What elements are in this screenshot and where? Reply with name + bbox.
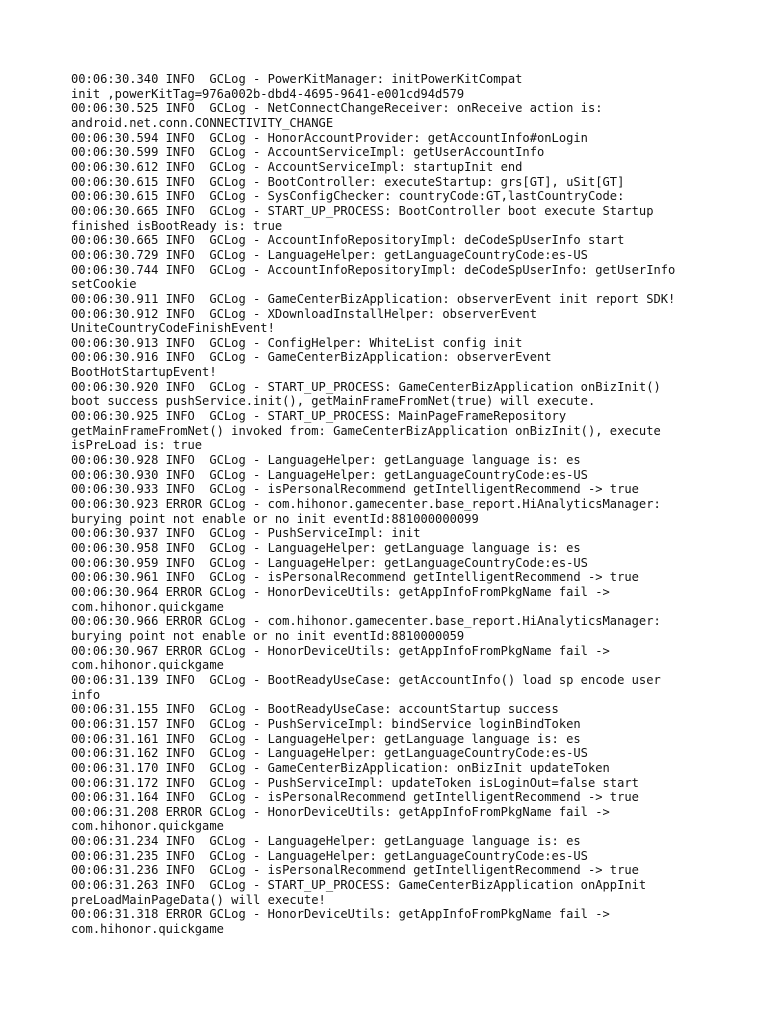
log-line: 00:06:31.164 INFO GCLog - isPersonalRecommend getIntelligentRecommend -> true xyxy=(71,790,639,805)
log-line: com.hihonor.quickgame xyxy=(71,658,224,673)
log-line: 00:06:30.665 INFO GCLog - START_UP_PROCESS: BootController boot execute Startup xyxy=(71,203,654,218)
log-line: 00:06:30.961 INFO GCLog - isPersonalRecommend getIntelligentRecommend -> true xyxy=(71,570,639,585)
log-line: 00:06:31.318 ERROR GCLog - HonorDeviceUtils: getAppInfoFromPkgName fail -> xyxy=(71,907,610,922)
log-line: 00:06:30.920 INFO GCLog - START_UP_PROCESS: GameCenterBizApplication onBizInit() xyxy=(71,379,661,394)
log-line: 00:06:31.236 INFO GCLog - isPersonalRecommend getIntelligentRecommend -> true xyxy=(71,863,639,878)
log-line: boot success pushService.init(), getMainFrameFromNet(true) will execute. xyxy=(71,394,596,409)
log-line: UniteCountryCodeFinishEvent! xyxy=(71,321,275,336)
log-line: 00:06:30.913 INFO GCLog - ConfigHelper: WhiteList config init xyxy=(71,335,523,350)
log-line: 00:06:30.912 INFO GCLog - XDownloadInstallHelper: observerEvent xyxy=(71,306,537,321)
log-line: finished isBootReady is: true xyxy=(71,218,283,233)
log-line: 00:06:30.612 INFO GCLog - AccountServiceImpl: startupInit end xyxy=(71,159,523,174)
log-line: 00:06:30.911 INFO GCLog - GameCenterBizApplication: observerEvent init report SDK! xyxy=(71,291,676,306)
log-line: 00:06:30.923 ERROR GCLog - com.hihonor.gamecenter.base_report.HiAnalyticsManager: xyxy=(71,497,661,512)
log-line: 00:06:30.925 INFO GCLog - START_UP_PROCESS: MainPageFrameRepository xyxy=(71,409,567,424)
log-line: 00:06:30.937 INFO GCLog - PushServiceImpl: init xyxy=(71,526,421,541)
log-line: 00:06:30.959 INFO GCLog - LanguageHelper: getLanguageCountryCode:es-US xyxy=(71,555,588,570)
log-line: 00:06:30.964 ERROR GCLog - HonorDeviceUtils: getAppInfoFromPkgName fail -> xyxy=(71,584,610,599)
log-line: burying point not enable or no init eventId:8810000059 xyxy=(71,628,465,643)
log-line: 00:06:30.594 INFO GCLog - HonorAccountProvider: getAccountInfo#onLogin xyxy=(71,130,588,145)
log-line: 00:06:31.157 INFO GCLog - PushServiceImpl: bindService loginBindToken xyxy=(71,716,581,731)
log-line: burying point not enable or no init eventId:881000000099 xyxy=(71,511,479,526)
log-line: 00:06:30.665 INFO GCLog - AccountInfoRepositoryImpl: deCodeSpUserInfo start xyxy=(71,233,625,248)
log-line: 00:06:31.162 INFO GCLog - LanguageHelper: getLanguageCountryCode:es-US xyxy=(71,746,588,761)
log-line: isPreLoad is: true xyxy=(71,438,203,453)
log-line: getMainFrameFromNet() invoked from: GameCenterBizApplication onBizInit(), execute xyxy=(71,423,661,438)
log-line: com.hihonor.quickgame xyxy=(71,599,224,614)
log-line: 00:06:31.263 INFO GCLog - START_UP_PROCESS: GameCenterBizApplication onAppInit xyxy=(71,878,647,893)
log-line: 00:06:30.615 INFO GCLog - SysConfigChecker: countryCode:GT,lastCountryCode: xyxy=(71,189,625,204)
log-line: setCookie xyxy=(71,277,137,292)
log-line: info xyxy=(71,687,101,702)
log-line: 00:06:30.916 INFO GCLog - GameCenterBizApplication: observerEvent xyxy=(71,350,552,365)
log-line: com.hihonor.quickgame xyxy=(71,819,224,834)
log-line: 00:06:30.729 INFO GCLog - LanguageHelper: getLanguageCountryCode:es-US xyxy=(71,247,588,262)
log-line: 00:06:30.958 INFO GCLog - LanguageHelper: getLanguage language is: es xyxy=(71,541,581,555)
log-line: 00:06:30.599 INFO GCLog - AccountServiceImpl: getUserAccountInfo xyxy=(71,145,545,160)
log-line: 00:06:30.525 INFO GCLog - NetConnectChangeReceiver: onReceive action is: xyxy=(71,101,603,116)
log-line: 00:06:31.155 INFO GCLog - BootReadyUseCase: accountStartup success xyxy=(71,702,559,717)
log-line: BootHotStartupEvent! xyxy=(71,365,217,380)
log-line: 00:06:31.172 INFO GCLog - PushServiceImpl: updateToken isLoginOut=false start xyxy=(71,775,639,790)
log-page xyxy=(71,72,711,937)
log-line: 00:06:30.967 ERROR GCLog - HonorDeviceUtils: getAppInfoFromPkgName fail -> xyxy=(71,643,610,658)
log-line: 00:06:30.933 INFO GCLog - isPersonalRecommend getIntelligentRecommend -> true xyxy=(71,482,639,497)
log-line: 00:06:30.930 INFO GCLog - LanguageHelper: getLanguageCountryCode:es-US xyxy=(71,467,588,482)
log-line: android.net.conn.CONNECTIVITY_CHANGE xyxy=(71,115,334,130)
log-line: 00:06:30.340 INFO GCLog - PowerKitManager: initPowerKitCompat xyxy=(71,72,523,86)
log-line: 00:06:31.234 INFO GCLog - LanguageHelper: getLanguage language is: es xyxy=(71,834,581,849)
log-line: 00:06:31.139 INFO GCLog - BootReadyUseCase: getAccountInfo() load sp encode user xyxy=(71,672,661,687)
log-line: 00:06:30.615 INFO GCLog - BootController: executeStartup: grs[GT], uSit[GT] xyxy=(71,174,625,189)
log-line: init ,powerKitTag=976a002b-dbd4-4695-9641-e001cd94d579 xyxy=(71,86,465,101)
log-line: 00:06:30.928 INFO GCLog - LanguageHelper: getLanguage language is: es xyxy=(71,453,581,468)
log-line: com.hihonor.quickgame xyxy=(71,922,224,937)
log-line: 00:06:31.170 INFO GCLog - GameCenterBizApplication: onBizInit updateToken xyxy=(71,760,610,775)
log-line: preLoadMainPageData() will execute! xyxy=(71,892,326,907)
log-line: 00:06:31.208 ERROR GCLog - HonorDeviceUtils: getAppInfoFromPkgName fail -> xyxy=(71,804,610,819)
log-line: 00:06:31.161 INFO GCLog - LanguageHelper: getLanguage language is: es xyxy=(71,731,581,746)
log-line: 00:06:30.744 INFO GCLog - AccountInfoRepositoryImpl: deCodeSpUserInfo: getUserInfo xyxy=(71,262,676,277)
log-line: 00:06:31.235 INFO GCLog - LanguageHelper: getLanguageCountryCode:es-US xyxy=(71,848,588,863)
log-line: 00:06:30.966 ERROR GCLog - com.hihonor.gamecenter.base_report.HiAnalyticsManager: xyxy=(71,614,661,629)
